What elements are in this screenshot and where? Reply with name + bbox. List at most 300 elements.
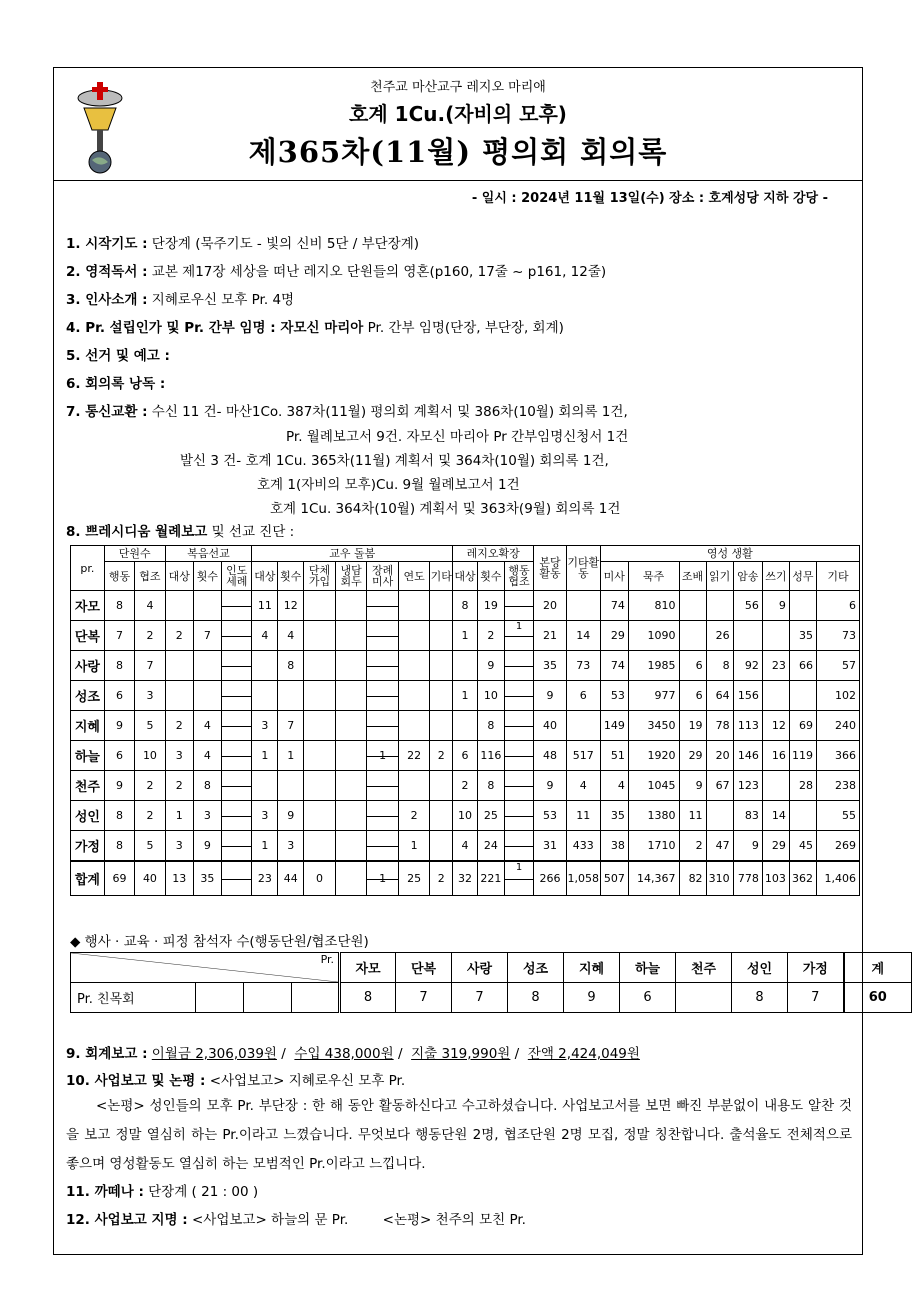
table-cell: 113	[733, 711, 762, 741]
table-cell: 3	[165, 831, 193, 862]
table-cell: 1	[504, 621, 533, 651]
table-cell	[453, 651, 478, 681]
table-cell: 8	[477, 771, 504, 801]
table-cell: 1710	[628, 831, 679, 862]
table-cell: 6	[104, 741, 134, 771]
item-10-label: 10. 사업보고 및 논평 :	[66, 1073, 206, 1089]
event-col-head: 가정	[788, 953, 844, 983]
table-cell: 35	[600, 801, 628, 831]
table-cell	[398, 621, 430, 651]
table-cell: 67	[706, 771, 733, 801]
table-cell: 53	[534, 801, 567, 831]
col-mass: 미사	[600, 562, 628, 591]
table-cell: 310	[706, 861, 733, 896]
table-cell	[398, 681, 430, 711]
table-cell: 4	[566, 771, 600, 801]
table-cell	[367, 681, 399, 711]
table-cell: 56	[733, 591, 762, 621]
col-group-join: 단체가입	[304, 562, 336, 591]
event-blank-cell	[196, 983, 244, 1013]
item-4	[66, 316, 564, 336]
table-row	[71, 621, 860, 651]
table-cell: 11	[679, 801, 706, 831]
table-cell: 53	[600, 681, 628, 711]
presidium-name: 지혜	[71, 711, 105, 741]
item-11-label: 11. 까떼나 :	[66, 1184, 144, 1200]
item-7-line-1: 수신 11 건- 마산1Co. 387차(11월) 평의회 계획서 및 386차(10월) 회의록 1건,	[151, 404, 628, 420]
table-cell	[193, 591, 221, 621]
table-cell	[222, 831, 252, 862]
review-paragraph: <논평> 성인들의 모후 Pr. 부단장 : 한 해 동안 활동하신다고 수고하셨습니다. 사업보고서를 보면 빠진 부분없이 내용도 알찬 것을 보고 정말 열심히 하는 Pr.이라고 느꼈습니다. 무엇보다 행동단원 2명, 협조단원 2명 모집, 정말 칭찬합니다. 출석율도 전체적으로 좋으며 영성활동도 열심히 하는 모범적인 Pr.이라고 느낍니다.	[66, 1098, 852, 1172]
table-cell: 810	[628, 591, 679, 621]
table-cell: 8	[453, 591, 478, 621]
item-3	[66, 288, 294, 308]
presidium-name: 자모	[71, 591, 105, 621]
table-cell: 146	[733, 741, 762, 771]
event-row-label: Pr. 친목회	[71, 983, 196, 1013]
event-corner-cell	[71, 953, 340, 983]
table-cell: 9	[534, 771, 567, 801]
table-cell	[789, 681, 816, 711]
table-cell	[430, 801, 453, 831]
table-row	[71, 681, 860, 711]
table-cell: 44	[278, 861, 304, 896]
table-cell	[304, 591, 336, 621]
table-cell: 20	[706, 741, 733, 771]
table-cell: 19	[477, 591, 504, 621]
table-cell: 73	[816, 621, 859, 651]
table-cell	[430, 651, 453, 681]
table-cell	[706, 591, 733, 621]
event-value	[676, 983, 732, 1013]
table-cell: 21	[534, 621, 567, 651]
table-cell: 1920	[628, 741, 679, 771]
table-row	[71, 741, 860, 771]
table-cell: 14,367	[628, 861, 679, 896]
table-cell	[453, 711, 478, 741]
table-cell: 1	[453, 681, 478, 711]
table-cell: 1	[367, 861, 399, 896]
table-cell: 2	[477, 621, 504, 651]
table-cell: 3	[165, 741, 193, 771]
table-cell	[398, 711, 430, 741]
table-cell: 9	[534, 681, 567, 711]
table-cell	[165, 651, 193, 681]
table-cell: 4	[252, 621, 278, 651]
table-cell: 74	[600, 651, 628, 681]
item-7-line-5: 호계 1Cu. 364차(10월) 계획서 및 363차(9월) 회의록 1건	[270, 501, 621, 517]
table-cell: 12	[278, 591, 304, 621]
table-cell: 24	[477, 831, 504, 862]
income-amount: 수입 438,000원	[294, 1046, 394, 1062]
event-value: 7	[452, 983, 508, 1013]
table-cell	[762, 771, 789, 801]
table-cell: 69	[104, 861, 134, 896]
event-col-head: 사랑	[452, 953, 508, 983]
table-cell	[222, 801, 252, 831]
separator: /	[397, 1046, 403, 1062]
item-10	[66, 1069, 405, 1089]
table-cell: 266	[534, 861, 567, 896]
col-evang-count: 횟수	[193, 562, 221, 591]
table-cell: 778	[733, 861, 762, 896]
table-cell	[335, 711, 367, 741]
table-cell	[430, 591, 453, 621]
table-cell: 9	[477, 651, 504, 681]
item-5	[66, 344, 170, 364]
table-cell: 4	[193, 711, 221, 741]
col-care-other: 기타	[430, 562, 453, 591]
table-cell: 40	[135, 861, 165, 896]
col-care-target: 대상	[252, 562, 278, 591]
table-cell	[430, 771, 453, 801]
table-cell	[335, 861, 367, 896]
diagonal-line-icon	[71, 953, 338, 982]
col-exp-active-aux: 행동협조	[504, 562, 533, 591]
table-cell: 4	[600, 771, 628, 801]
table-cell: 238	[816, 771, 859, 801]
col-evang-target: 대상	[165, 562, 193, 591]
table-cell	[504, 651, 533, 681]
table-cell: 2	[398, 801, 430, 831]
table-cell	[367, 651, 399, 681]
table-cell	[193, 681, 221, 711]
table-cell: 8	[193, 771, 221, 801]
table-cell	[222, 711, 252, 741]
presidium-name: 성인	[71, 801, 105, 831]
table-row	[71, 831, 860, 862]
table-cell	[430, 621, 453, 651]
event-value: 8	[508, 983, 564, 1013]
table-cell: 1090	[628, 621, 679, 651]
table-cell: 1	[367, 741, 399, 771]
table-cell: 11	[252, 591, 278, 621]
table-cell: 47	[706, 831, 733, 862]
table-cell: 22	[398, 741, 430, 771]
event-col-head: 자모	[340, 953, 396, 983]
table-cell	[679, 591, 706, 621]
table-cell: 82	[679, 861, 706, 896]
org-name: 천주교 마산교구 레지오 마리애	[370, 80, 546, 95]
table-cell: 4	[278, 621, 304, 651]
table-cell	[504, 831, 533, 862]
table-cell: 1,058	[566, 861, 600, 896]
table-cell: 1985	[628, 651, 679, 681]
presidium-name: 단복	[71, 621, 105, 651]
item-4-label: 4. Pr. 설립인가 및 Pr. 간부 임명 : 자모신 마리아	[66, 320, 364, 336]
event-value: 6	[620, 983, 676, 1013]
table-cell: 7	[193, 621, 221, 651]
document-frame	[53, 67, 887, 1255]
table-cell: 517	[566, 741, 600, 771]
table-cell	[430, 681, 453, 711]
col-return: 냉담회두	[335, 562, 367, 591]
table-cell	[398, 651, 430, 681]
table-cell	[335, 621, 367, 651]
presidium-name: 천주	[71, 771, 105, 801]
table-cell: 1	[165, 801, 193, 831]
table-cell: 23	[252, 861, 278, 896]
table-cell	[789, 801, 816, 831]
table-cell: 433	[566, 831, 600, 862]
table-cell: 28	[789, 771, 816, 801]
table-cell: 507	[600, 861, 628, 896]
table-cell: 2	[430, 741, 453, 771]
table-row	[71, 711, 860, 741]
table-cell: 2	[453, 771, 478, 801]
table-cell: 31	[534, 831, 567, 862]
item-4-text: Pr. 간부 임명(단장, 부단장, 회계)	[367, 320, 564, 336]
col-yeondo: 연도	[398, 562, 430, 591]
table-cell: 2	[135, 801, 165, 831]
item-6	[66, 372, 165, 392]
item-12	[66, 1208, 526, 1228]
table-cell	[222, 771, 252, 801]
col-recitation: 암송	[733, 562, 762, 591]
table-cell: 48	[534, 741, 567, 771]
col-reading: 읽기	[706, 562, 733, 591]
table-cell: 25	[477, 801, 504, 831]
table-cell: 2	[135, 621, 165, 651]
col-other-activity: 기타활동	[566, 546, 600, 591]
table-cell	[335, 681, 367, 711]
table-cell: 8	[104, 801, 134, 831]
item-1-text: 단장계 (묵주기도 - 빛의 신비 5단 / 부단장계)	[151, 236, 420, 252]
col-office: 성무	[789, 562, 816, 591]
table-cell: 1045	[628, 771, 679, 801]
table-cell: 14	[762, 801, 789, 831]
group-care: 교우 돌봄	[252, 546, 453, 562]
table-cell: 8	[706, 651, 733, 681]
table-cell	[367, 711, 399, 741]
table-cell	[193, 651, 221, 681]
table-cell: 32	[453, 861, 478, 896]
item-12-text-2: <논평> 천주의 모친 Pr.	[382, 1212, 526, 1228]
table-cell: 23	[762, 651, 789, 681]
table-cell: 8	[104, 591, 134, 621]
table-cell: 102	[816, 681, 859, 711]
item-9-label: 9. 회계보고 :	[66, 1046, 148, 1062]
table-cell: 66	[789, 651, 816, 681]
table-cell: 123	[733, 771, 762, 801]
table-cell: 35	[193, 861, 221, 896]
group-expansion: 레지오확장	[453, 546, 534, 562]
col-parish-activity: 본당활동	[534, 546, 567, 591]
table-cell: 26	[706, 621, 733, 651]
separator: /	[281, 1046, 286, 1062]
item-8	[66, 520, 294, 540]
item-7-line-4: 호계 1(자비의 모후)Cu. 9월 월례보고서 1건	[257, 477, 520, 493]
item-7	[66, 400, 628, 420]
col-exp-count: 횟수	[477, 562, 504, 591]
table-cell	[278, 771, 304, 801]
table-cell: 2	[165, 621, 193, 651]
table-cell: 73	[566, 651, 600, 681]
table-cell: 92	[733, 651, 762, 681]
event-value: 9	[564, 983, 620, 1013]
item-1-label: 1. 시작기도 :	[66, 236, 148, 252]
table-cell	[304, 711, 336, 741]
event-col-total-head: 계	[844, 953, 912, 983]
table-cell	[252, 651, 278, 681]
table-cell	[222, 861, 252, 896]
col-spirit-other: 기타	[816, 562, 859, 591]
table-cell: 38	[600, 831, 628, 862]
presidium-name: 가정	[71, 831, 105, 862]
table-cell	[335, 771, 367, 801]
table-cell: 103	[762, 861, 789, 896]
table-cell: 9	[278, 801, 304, 831]
table-cell: 8	[477, 711, 504, 741]
table-cell	[762, 621, 789, 651]
table-cell	[335, 801, 367, 831]
table-cell: 20	[534, 591, 567, 621]
table-cell	[367, 801, 399, 831]
col-rosary: 묵주	[628, 562, 679, 591]
monthly-report-table	[70, 545, 860, 896]
table-cell: 35	[534, 651, 567, 681]
table-cell: 29	[762, 831, 789, 862]
table-cell	[367, 831, 399, 862]
table-cell	[504, 591, 533, 621]
table-cell: 6	[679, 651, 706, 681]
table-cell	[304, 651, 336, 681]
item-7-label: 7. 통신교환 :	[66, 404, 148, 420]
table-cell: 5	[135, 831, 165, 862]
table-cell	[222, 681, 252, 711]
table-cell: 3	[252, 711, 278, 741]
event-blank-cell	[292, 983, 340, 1013]
table-cell	[789, 591, 816, 621]
table-cell	[304, 621, 336, 651]
col-exp-target: 대상	[453, 562, 478, 591]
event-value: 8	[732, 983, 788, 1013]
item-6-label: 6. 회의록 낭독 :	[66, 376, 166, 392]
table-cell: 1	[252, 831, 278, 862]
total-row	[71, 861, 860, 896]
table-cell	[398, 771, 430, 801]
table-cell: 1380	[628, 801, 679, 831]
table-cell: 3	[252, 801, 278, 831]
table-cell: 55	[816, 801, 859, 831]
table-cell: 14	[566, 621, 600, 651]
table-cell: 5	[135, 711, 165, 741]
table-cell: 6	[816, 591, 859, 621]
item-11-text: 단장계 ( 21 : 00 )	[148, 1184, 259, 1200]
table-cell: 3	[193, 801, 221, 831]
table-cell	[706, 801, 733, 831]
table-cell: 2	[135, 771, 165, 801]
table-cell	[762, 681, 789, 711]
table-cell: 29	[679, 741, 706, 771]
table-cell: 45	[789, 831, 816, 862]
table-cell: 74	[600, 591, 628, 621]
item-7-line-2: Pr. 월례보고서 9건. 자모신 마리아 Pr 간부임명신청서 1건	[286, 429, 629, 445]
group-evangelization: 복음선교	[165, 546, 252, 562]
table-cell: 11	[566, 801, 600, 831]
table-cell	[335, 591, 367, 621]
table-cell: 156	[733, 681, 762, 711]
header	[54, 68, 862, 181]
table-cell: 116	[477, 741, 504, 771]
table-cell	[304, 741, 336, 771]
presidium-name: 합계	[71, 861, 105, 896]
event-attendance-table	[70, 952, 912, 1013]
table-cell	[165, 681, 193, 711]
table-cell: 51	[600, 741, 628, 771]
table-cell	[367, 771, 399, 801]
table-cell	[304, 831, 336, 862]
event-col-head: 지혜	[564, 953, 620, 983]
table-cell: 9	[762, 591, 789, 621]
event-col-head: 성인	[732, 953, 788, 983]
presidium-name: 사랑	[71, 651, 105, 681]
table-cell: 2	[165, 771, 193, 801]
group-spiritual: 영성 생활	[600, 546, 859, 562]
table-cell	[504, 681, 533, 711]
col-care-count: 횟수	[278, 562, 304, 591]
table-cell: 9	[104, 771, 134, 801]
presidium-name: 성조	[71, 681, 105, 711]
table-cell: 7	[104, 621, 134, 651]
table-cell	[367, 621, 399, 651]
table-cell: 9	[104, 711, 134, 741]
table-cell: 19	[679, 711, 706, 741]
item-2	[66, 260, 606, 280]
table-cell: 16	[762, 741, 789, 771]
table-cell: 149	[600, 711, 628, 741]
table-cell: 10	[135, 741, 165, 771]
table-cell: 9	[679, 771, 706, 801]
table-row	[71, 771, 860, 801]
table-cell: 1	[504, 861, 533, 896]
col-writing: 쓰기	[762, 562, 789, 591]
table-cell: 35	[789, 621, 816, 651]
table-cell: 40	[534, 711, 567, 741]
table-cell	[367, 591, 399, 621]
item-8-text: 및 선교 진단 :	[211, 524, 295, 540]
table-cell: 366	[816, 741, 859, 771]
table-cell	[304, 681, 336, 711]
item-2-label: 2. 영적독서 :	[66, 264, 148, 280]
table-cell	[165, 591, 193, 621]
table-cell	[252, 681, 278, 711]
page-title: 제365차(11월) 평의회 회의록	[248, 135, 668, 169]
table-cell: 0	[304, 861, 336, 896]
table-cell: 1	[252, 741, 278, 771]
table-cell	[566, 711, 600, 741]
table-cell: 25	[398, 861, 430, 896]
table-cell: 7	[135, 651, 165, 681]
event-col-head: 천주	[676, 953, 732, 983]
table-cell	[278, 681, 304, 711]
curia-name: 호계 1Cu.(자비의 모후)	[349, 102, 567, 126]
table-cell	[504, 711, 533, 741]
table-cell: 12	[762, 711, 789, 741]
table-cell: 2	[679, 831, 706, 862]
table-cell	[222, 591, 252, 621]
table-cell: 9	[733, 831, 762, 862]
table-cell: 7	[278, 711, 304, 741]
event-col-head: 성조	[508, 953, 564, 983]
table-cell: 6	[566, 681, 600, 711]
table-cell: 4	[135, 591, 165, 621]
table-cell: 3	[135, 681, 165, 711]
separator: /	[514, 1046, 520, 1062]
table-cell: 83	[733, 801, 762, 831]
event-value: 7	[788, 983, 844, 1013]
table-cell: 3	[278, 831, 304, 862]
